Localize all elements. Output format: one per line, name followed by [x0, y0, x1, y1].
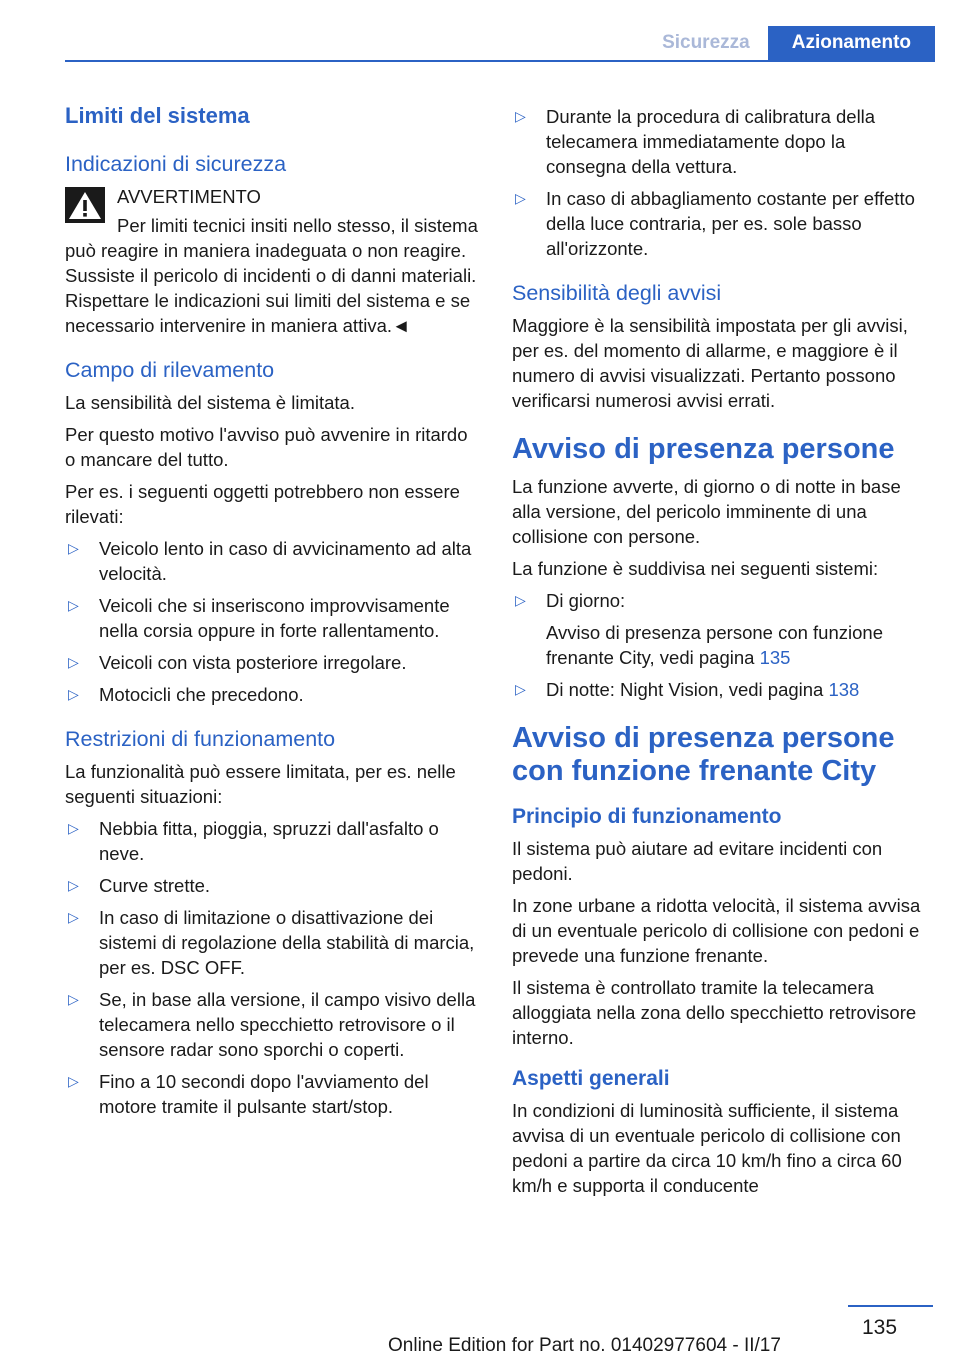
warning-block [65, 184, 480, 338]
range-paragraph-2: Per questo motivo l'avviso può avvenire in ritardo o mancare del tutto. [65, 424, 468, 470]
warning-triangle-icon [65, 187, 105, 223]
restrictions-heading: Restrizioni di funzionamento [65, 727, 336, 751]
list-item-text: Curve strette. [99, 875, 211, 896]
section-title: Limiti del sistema [65, 103, 250, 128]
list-item [512, 104, 930, 179]
pedestrian-paragraph-2: La funzione è suddivisa nei seguenti sistemi: [512, 558, 879, 579]
footer-rule [848, 1305, 933, 1307]
principle-paragraph-2: In zone urbane a ridotta velocità, il sistema avvisa di un eventuale pericolo di collisione con pedoni e prevede una funzione frenante. [512, 895, 921, 966]
chapter-tab[interactable]: Azionamento [768, 26, 935, 60]
triangle-right-icon: ▷ [68, 597, 79, 613]
warning-label: AVVERTIMENTO [117, 186, 261, 207]
page-number: 135 [862, 1316, 898, 1339]
list-item-text: Veicoli con vista posteriore irregolare. [99, 652, 407, 673]
list-item-text: Nebbia fitta, pioggia, spruzzi dall'asfalto o neve. [99, 818, 439, 864]
page-link-135[interactable]: 135 [759, 647, 791, 668]
restrictions-list [65, 816, 480, 1119]
sensitivity-heading: Sensibilità degli avvisi [512, 281, 722, 305]
principle-heading: Principio di funzionamento [512, 805, 782, 828]
triangle-right-icon: ▷ [515, 108, 526, 124]
list-item [512, 186, 930, 261]
restrictions-paragraph: La funzionalità può essere limitata, per es. nelle seguenti situazioni: [65, 761, 456, 807]
list-item-text: Se, in base alla versione, il campo visivo della telecamera nello specchietto retrovisore o il sensore radar sono sporchi o coperti. [99, 989, 476, 1060]
safety-heading: Indicazioni di sicurezza [65, 152, 287, 176]
list-item [512, 588, 930, 670]
list-item-text: In caso di abbagliamento costante per effetto della luce contraria, per es. sole basso all'orizzonte. [546, 188, 915, 259]
triangle-right-icon: ▷ [68, 540, 79, 556]
list-item-subtext [546, 620, 930, 670]
pedestrian-paragraph-1: La funzione avverte, di giorno o di notte in base alla versione, del pericolo imminente di una collisione con persone. [512, 476, 901, 547]
triangle-right-icon: ▷ [515, 592, 526, 608]
list-item-text: Veicolo lento in caso di avvicinamento ad alta velocità. [99, 538, 472, 584]
range-paragraph-1: La sensibilità del sistema è limitata. [65, 392, 355, 413]
list-item-text: In caso di limitazione o disattivazione dei sistemi di regolazione della stabilità di marcia, per es. DSC OFF. [99, 907, 475, 978]
list-item [65, 873, 480, 898]
list-item-text: Durante la procedura di calibratura della telecamera immediatamente dopo la consegna della vettura. [546, 106, 876, 177]
warning-text: Per limiti tecnici insiti nello stesso, il sistema può reagire in maniera inadeguata o non reagire. Sussiste il pericolo di incidenti o di danni materiali. Rispettare le indicazioni sui limiti del sistema e se necessario intervenire in maniera attiva.◄ [65, 215, 478, 336]
list-item [65, 536, 480, 586]
list-item-text: Fino a 10 secondi dopo l'avviamento del motore tramite il pulsante start/stop. [99, 1071, 429, 1117]
city-brake-heading: Avviso di presenza persone con funzione frenante City [512, 722, 895, 787]
list-item [512, 677, 930, 702]
general-heading: Aspetti generali [512, 1067, 670, 1090]
list-item [65, 593, 480, 643]
list-item-text: Di notte: Night Vision, vedi pagina [546, 679, 824, 700]
triangle-right-icon: ▷ [68, 991, 79, 1007]
triangle-right-icon: ▷ [68, 820, 79, 836]
range-list [65, 536, 480, 707]
list-item-text: Veicoli che si inseriscono improvvisamente nella corsia oppure in forte rallentamento. [99, 595, 450, 641]
principle-paragraph-1: Il sistema può aiutare ad evitare incidenti con pedoni. [512, 838, 883, 884]
list-item [65, 682, 480, 707]
list-item-text: Avviso di presenza persone con funzione frenante City, vedi pagina [546, 622, 883, 668]
list-item [65, 905, 480, 980]
right-column [512, 104, 930, 1205]
list-item [65, 987, 480, 1062]
sensitivity-paragraph: Maggiore è la sensibilità impostata per gli avvisi, per es. del momento di allarme, e maggiore è il numero di avvisi visualizzati. Pertanto possono verificarsi numerosi avvisi errati. [512, 315, 908, 411]
header-rule [65, 60, 935, 62]
continued-list [512, 104, 930, 261]
list-item [65, 1069, 480, 1119]
list-item-text: Motocicli che precedono. [99, 684, 304, 705]
left-column [65, 102, 480, 1127]
list-item [65, 816, 480, 866]
triangle-right-icon: ▷ [68, 686, 79, 702]
edition-footer: Online Edition for Part no. 01402977604 - II/17 [388, 1335, 781, 1356]
range-paragraph-3: Per es. i seguenti oggetti potrebbero non essere rilevati: [65, 481, 460, 527]
triangle-right-icon: ▷ [68, 877, 79, 893]
triangle-right-icon: ▷ [68, 1073, 79, 1089]
general-paragraph: In condizioni di luminosità sufficiente, il sistema avvisa di un eventuale pericolo di collisione con pedoni a partire da circa 10 km/h fino a circa 60 km/h e supporta il conducente [512, 1100, 902, 1196]
triangle-right-icon: ▷ [515, 190, 526, 206]
principle-paragraph-3: Il sistema è controllato tramite la telecamera alloggiata nella zona dello specchietto retrovisore interno. [512, 977, 917, 1048]
triangle-right-icon: ▷ [68, 654, 79, 670]
triangle-right-icon: ▷ [515, 681, 526, 697]
triangle-right-icon: ▷ [68, 909, 79, 925]
page-link-138[interactable]: 138 [828, 679, 860, 700]
pedestrian-warning-heading: Avviso di presenza persone [512, 433, 895, 465]
section-tab[interactable]: Sicurezza [662, 32, 750, 53]
list-item [65, 650, 480, 675]
pedestrian-systems-list [512, 588, 930, 702]
range-heading: Campo di rilevamento [65, 358, 275, 382]
header-tabs [644, 26, 935, 60]
list-item-label: Di giorno: [546, 590, 626, 611]
